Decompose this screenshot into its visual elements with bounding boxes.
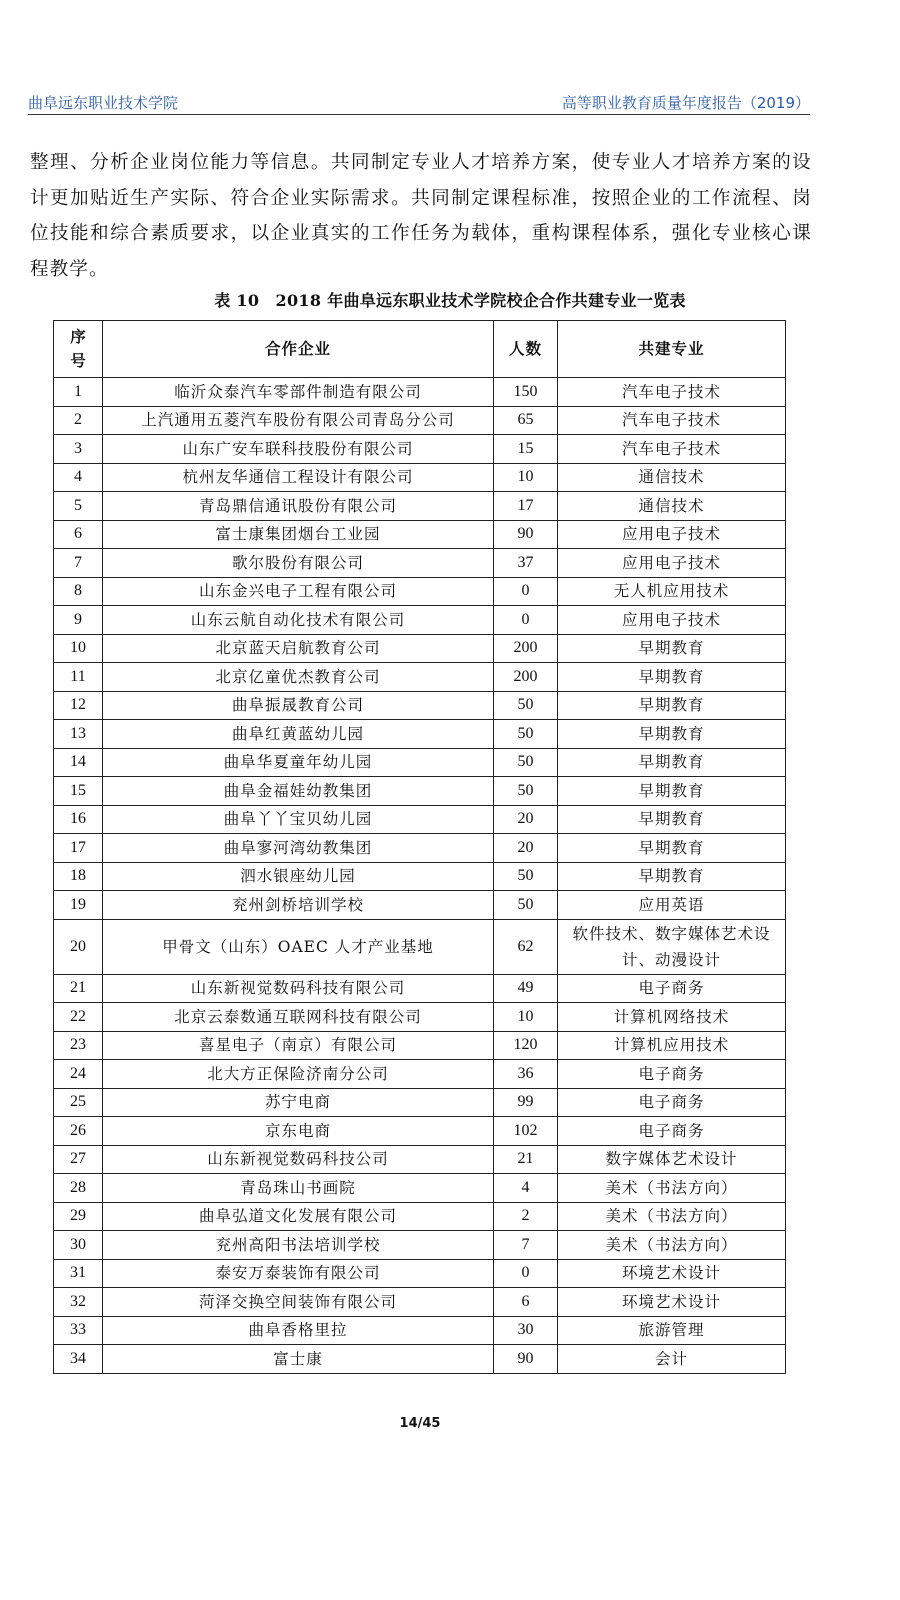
cell-count: 200 (494, 663, 558, 692)
cooperation-table (53, 320, 786, 1374)
cell-count: 120 (494, 1031, 558, 1060)
table-row (54, 406, 786, 435)
cell-major: 汽车电子技术 (558, 406, 786, 435)
table-row (54, 1088, 786, 1117)
cell-seq: 12 (54, 691, 103, 720)
cell-count: 102 (494, 1117, 558, 1146)
header-count: 人数 (494, 321, 558, 378)
cell-seq: 1 (54, 378, 103, 407)
table-row (54, 748, 786, 777)
cell-company: 曲阜金福娃幼教集团 (103, 777, 494, 806)
cell-seq: 5 (54, 492, 103, 521)
cell-count: 21 (494, 1145, 558, 1174)
cell-company: 曲阜华夏童年幼儿园 (103, 748, 494, 777)
table-row (54, 634, 786, 663)
cell-count: 99 (494, 1088, 558, 1117)
table-row (54, 691, 786, 720)
table-row (54, 1003, 786, 1032)
cell-major: 应用电子技术 (558, 606, 786, 635)
cell-seq: 11 (54, 663, 103, 692)
cell-count: 50 (494, 862, 558, 891)
cell-company: 曲阜丫丫宝贝幼儿园 (103, 805, 494, 834)
cell-count: 10 (494, 1003, 558, 1032)
table-row (54, 378, 786, 407)
cell-seq: 14 (54, 748, 103, 777)
cell-major: 电子商务 (558, 1117, 786, 1146)
cell-major: 美术（书法方向） (558, 1174, 786, 1203)
cell-major: 电子商务 (558, 1088, 786, 1117)
table-row (54, 1316, 786, 1345)
cell-count: 62 (494, 919, 558, 974)
cell-seq: 10 (54, 634, 103, 663)
cell-company: 北京蓝天启航教育公司 (103, 634, 494, 663)
cell-seq: 25 (54, 1088, 103, 1117)
cell-major: 美术（书法方向） (558, 1231, 786, 1260)
cell-count: 50 (494, 748, 558, 777)
cell-count: 30 (494, 1316, 558, 1345)
table-row (54, 1174, 786, 1203)
cell-company: 曲阜寥河湾幼教集团 (103, 834, 494, 863)
cell-seq: 24 (54, 1060, 103, 1089)
cell-seq: 27 (54, 1145, 103, 1174)
table-header-row (54, 321, 786, 378)
table-row (54, 1060, 786, 1089)
cell-company: 青岛珠山书画院 (103, 1174, 494, 1203)
cell-seq: 7 (54, 549, 103, 578)
cell-company: 歌尔股份有限公司 (103, 549, 494, 578)
cell-count: 20 (494, 805, 558, 834)
body-paragraph: 整理、分析企业岗位能力等信息。共同制定专业人才培养方案，使专业人才培养方案的设计更加贴近生产实际、符合企业实际需求。共同制定课程标准，按照企业的工作流程、岗位技能和综合素质要求，以企业真实的工作任务为载体，重构课程体系，强化专业核心课程教学。 (30, 152, 812, 280)
cell-company: 北京云泰数通互联网科技有限公司 (103, 1003, 494, 1032)
cell-count: 49 (494, 974, 558, 1003)
cell-seq: 23 (54, 1031, 103, 1060)
table-row (54, 805, 786, 834)
header-report-title: 高等职业教育质量年度报告（2019） (561, 94, 810, 112)
cell-count: 7 (494, 1231, 558, 1260)
cell-seq: 19 (54, 891, 103, 920)
cell-seq: 15 (54, 777, 103, 806)
cell-count: 50 (494, 691, 558, 720)
cell-count: 0 (494, 577, 558, 606)
table-row (54, 974, 786, 1003)
page-number: 14/45 (399, 1416, 441, 1431)
cell-count: 6 (494, 1288, 558, 1317)
cell-major: 应用电子技术 (558, 549, 786, 578)
cell-count: 50 (494, 720, 558, 749)
cell-major: 通信技术 (558, 492, 786, 521)
cell-seq: 2 (54, 406, 103, 435)
table-row (54, 777, 786, 806)
cell-count: 65 (494, 406, 558, 435)
table-row (54, 663, 786, 692)
cell-company: 北大方正保险济南分公司 (103, 1060, 494, 1089)
table-row (54, 577, 786, 606)
table-row (54, 862, 786, 891)
cell-major: 计算机网络技术 (558, 1003, 786, 1032)
cell-seq: 29 (54, 1202, 103, 1231)
table-row (54, 1345, 786, 1374)
cell-company: 苏宁电商 (103, 1088, 494, 1117)
cell-seq: 13 (54, 720, 103, 749)
cell-count: 50 (494, 891, 558, 920)
cell-major: 汽车电子技术 (558, 378, 786, 407)
cell-major: 环境艺术设计 (558, 1259, 786, 1288)
cell-seq: 18 (54, 862, 103, 891)
cell-count: 10 (494, 463, 558, 492)
cell-major: 早期教育 (558, 777, 786, 806)
cell-company: 泰安万泰装饰有限公司 (103, 1259, 494, 1288)
cell-count: 50 (494, 777, 558, 806)
cell-count: 17 (494, 492, 558, 521)
cell-major: 早期教育 (558, 834, 786, 863)
cell-count: 4 (494, 1174, 558, 1203)
table-row (54, 435, 786, 464)
cell-company: 山东新视觉数码科技公司 (103, 1145, 494, 1174)
cell-company: 杭州友华通信工程设计有限公司 (103, 463, 494, 492)
cell-count: 90 (494, 1345, 558, 1374)
cell-company: 青岛鼎信通讯股份有限公司 (103, 492, 494, 521)
cell-count: 0 (494, 1259, 558, 1288)
cell-major: 应用英语 (558, 891, 786, 920)
cell-seq: 21 (54, 974, 103, 1003)
cell-major: 汽车电子技术 (558, 435, 786, 464)
page-header (28, 92, 810, 115)
cell-seq: 20 (54, 919, 103, 974)
cell-major: 电子商务 (558, 974, 786, 1003)
table-row (54, 1031, 786, 1060)
table-row (54, 463, 786, 492)
table-row (54, 1117, 786, 1146)
table-caption: 表 10 2018 年曲阜远东职业技术学院校企合作共建专业一览表 (214, 291, 686, 310)
cell-major: 早期教育 (558, 720, 786, 749)
table-row (54, 520, 786, 549)
header-seq: 序号 (54, 321, 103, 378)
cell-count: 150 (494, 378, 558, 407)
table-row (54, 1259, 786, 1288)
header-school-name: 曲阜远东职业技术学院 (28, 94, 179, 112)
cell-company: 山东金兴电子工程有限公司 (103, 577, 494, 606)
cell-major: 计算机应用技术 (558, 1031, 786, 1060)
cell-major: 旅游管理 (558, 1316, 786, 1345)
cell-seq: 28 (54, 1174, 103, 1203)
cell-company: 曲阜香格里拉 (103, 1316, 494, 1345)
cell-company: 京东电商 (103, 1117, 494, 1146)
table-row (54, 549, 786, 578)
table-row (54, 720, 786, 749)
cell-major: 电子商务 (558, 1060, 786, 1089)
table-row (54, 834, 786, 863)
cell-company: 临沂众泰汽车零部件制造有限公司 (103, 378, 494, 407)
cell-seq: 8 (54, 577, 103, 606)
table-row (54, 1231, 786, 1260)
table-row (54, 891, 786, 920)
cell-major: 早期教育 (558, 691, 786, 720)
table-row (54, 492, 786, 521)
table-row (54, 1202, 786, 1231)
cell-major: 无人机应用技术 (558, 577, 786, 606)
table-body (54, 378, 786, 1374)
header-major: 共建专业 (558, 321, 786, 378)
cell-major: 数字媒体艺术设计 (558, 1145, 786, 1174)
cell-company: 菏泽交换空间装饰有限公司 (103, 1288, 494, 1317)
cell-major: 早期教育 (558, 862, 786, 891)
cell-company: 富士康集团烟台工业园 (103, 520, 494, 549)
cell-seq: 34 (54, 1345, 103, 1374)
cell-seq: 16 (54, 805, 103, 834)
cell-seq: 4 (54, 463, 103, 492)
cell-count: 37 (494, 549, 558, 578)
cell-company: 喜星电子（南京）有限公司 (103, 1031, 494, 1060)
cell-major: 软件技术、数字媒体艺术设计、动漫设计 (558, 919, 786, 974)
cell-major: 早期教育 (558, 748, 786, 777)
cell-major: 早期教育 (558, 805, 786, 834)
cell-major: 应用电子技术 (558, 520, 786, 549)
table-row (54, 919, 786, 974)
cell-company: 泗水银座幼儿园 (103, 862, 494, 891)
cell-company: 曲阜红黄蓝幼儿园 (103, 720, 494, 749)
cell-count: 15 (494, 435, 558, 464)
cell-company: 山东广安车联科技股份有限公司 (103, 435, 494, 464)
cell-company: 曲阜弘道文化发展有限公司 (103, 1202, 494, 1231)
header-company: 合作企业 (103, 321, 494, 378)
cell-seq: 6 (54, 520, 103, 549)
cell-company: 山东云航自动化技术有限公司 (103, 606, 494, 635)
cell-count: 200 (494, 634, 558, 663)
cell-seq: 17 (54, 834, 103, 863)
cell-seq: 32 (54, 1288, 103, 1317)
cell-major: 美术（书法方向） (558, 1202, 786, 1231)
cell-company: 兖州剑桥培训学校 (103, 891, 494, 920)
cell-seq: 26 (54, 1117, 103, 1146)
table-row (54, 1145, 786, 1174)
cell-seq: 30 (54, 1231, 103, 1260)
cell-seq: 3 (54, 435, 103, 464)
cell-count: 0 (494, 606, 558, 635)
cell-count: 20 (494, 834, 558, 863)
cell-company: 北京亿童优杰教育公司 (103, 663, 494, 692)
cell-seq: 31 (54, 1259, 103, 1288)
cell-seq: 33 (54, 1316, 103, 1345)
table-row (54, 606, 786, 635)
cell-seq: 22 (54, 1003, 103, 1032)
cell-major: 会计 (558, 1345, 786, 1374)
cell-major: 通信技术 (558, 463, 786, 492)
cell-company: 上汽通用五菱汽车股份有限公司青岛分公司 (103, 406, 494, 435)
cell-company: 甲骨文（山东）OAEC 人才产业基地 (103, 919, 494, 974)
cell-major: 早期教育 (558, 663, 786, 692)
table-row (54, 1288, 786, 1317)
cell-seq: 9 (54, 606, 103, 635)
cell-major: 早期教育 (558, 634, 786, 663)
cell-count: 2 (494, 1202, 558, 1231)
cell-major: 环境艺术设计 (558, 1288, 786, 1317)
cell-company: 山东新视觉数码科技有限公司 (103, 974, 494, 1003)
cell-company: 富士康 (103, 1345, 494, 1374)
cell-count: 90 (494, 520, 558, 549)
cell-company: 曲阜振晟教育公司 (103, 691, 494, 720)
cell-count: 36 (494, 1060, 558, 1089)
cell-company: 兖州高阳书法培训学校 (103, 1231, 494, 1260)
